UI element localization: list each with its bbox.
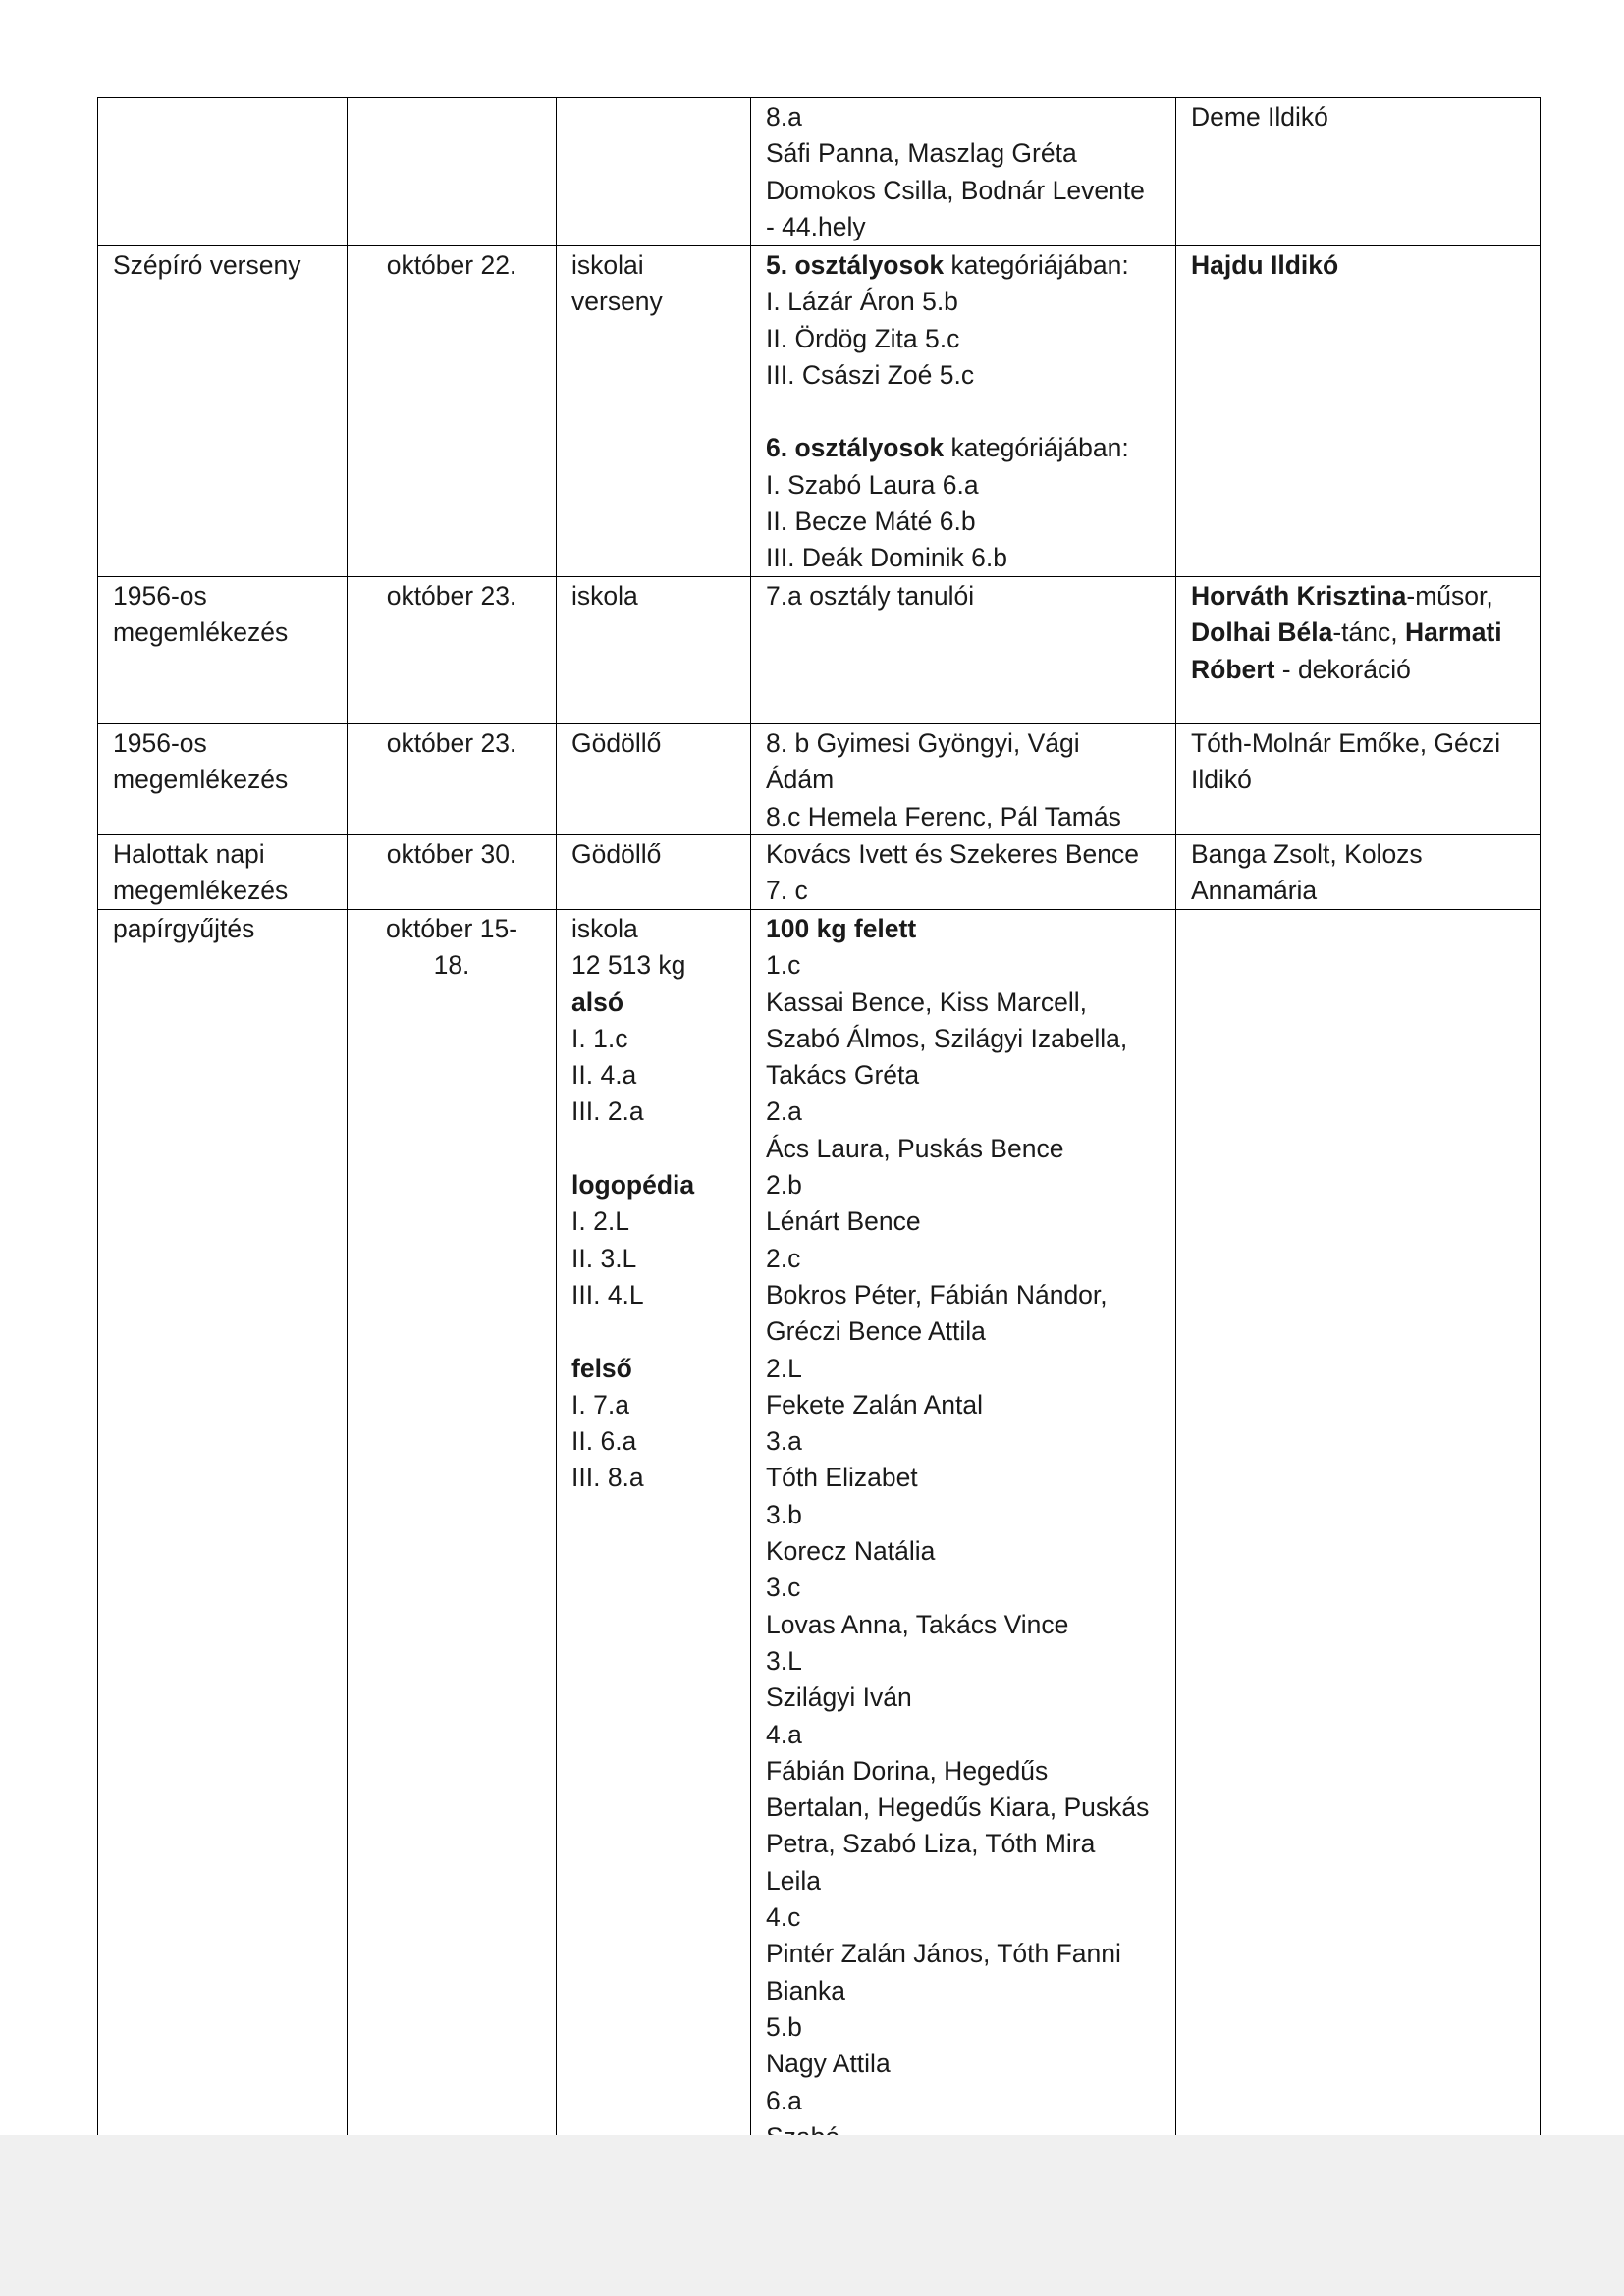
cell-line: iskolai — [571, 250, 644, 280]
venue-cell — [557, 98, 751, 246]
cell-paragraph — [766, 911, 1167, 2156]
organizer-cell — [1176, 835, 1541, 910]
cell-line: 2.L — [766, 1353, 802, 1383]
cell-line: Annamária — [1191, 876, 1318, 906]
results-table — [97, 97, 1541, 2186]
cell-line: - 44.hely — [766, 211, 866, 241]
cell-line: Nagy Attila — [766, 2049, 891, 2079]
participants-cell — [751, 98, 1176, 246]
cell-line: 2.c — [766, 1243, 801, 1273]
cell-line — [1191, 614, 1532, 651]
cell-line — [766, 247, 1167, 284]
cell-line: iskola — [571, 581, 638, 611]
cell-line: II. Ördög Zita 5.c — [766, 323, 960, 353]
cell-line: Bokros Péter, Fábián Nándor, — [766, 1279, 1108, 1309]
venue-cell — [557, 835, 751, 910]
cell-paragraph — [113, 247, 339, 284]
organizer-cell — [1176, 910, 1541, 2186]
cell-line: Halottak napi — [113, 839, 265, 869]
cell-line — [571, 1167, 742, 1203]
cell-line: október 30. — [386, 839, 517, 869]
cell-line — [571, 1351, 742, 1387]
date-cell — [348, 98, 557, 246]
cell-line: verseny — [571, 287, 663, 317]
cell-line — [1191, 247, 1532, 284]
cell-line: Lénárt Bence — [766, 1206, 921, 1237]
cell-line: Bianka — [766, 1975, 846, 2005]
cell-line — [1191, 652, 1532, 688]
cell-line: I. Lázár Áron 5.b — [766, 287, 958, 317]
cell-line: Szépíró verseny — [113, 250, 301, 280]
cell-line: I. 7.a — [571, 1389, 629, 1419]
cell-line: Pintér Zalán János, Tóth Fanni — [766, 1939, 1121, 1969]
bold-text-run: felső — [571, 1353, 632, 1383]
event-cell — [98, 835, 348, 910]
cell-line: 18. — [433, 950, 470, 981]
cell-line: I. 2.L — [571, 1206, 629, 1237]
venue-cell — [557, 246, 751, 577]
cell-line: Tóth Elizabet — [766, 1463, 918, 1493]
cell-line: 4.c — [766, 1902, 801, 1933]
cell-paragraph — [766, 725, 1167, 835]
cell-line: 4.a — [766, 1719, 802, 1749]
date-cell — [348, 835, 557, 910]
cell-paragraph — [1191, 725, 1532, 799]
cell-line: 1.c — [766, 950, 801, 981]
bold-text-run: 100 kg felett — [766, 914, 917, 943]
organizer-cell — [1176, 246, 1541, 577]
bold-text-run: Horváth Krisztina — [1191, 581, 1407, 611]
bold-text-run: 5. osztályosok — [766, 250, 945, 280]
cell-paragraph — [113, 836, 339, 910]
bold-text-run: alsó — [571, 987, 624, 1017]
cell-line: I. Szabó Laura 6.a — [766, 469, 979, 500]
bold-text-run: Dolhai Béla — [1191, 617, 1333, 648]
cell-line — [1191, 578, 1532, 614]
event-cell — [98, 246, 348, 577]
date-cell — [348, 910, 557, 2186]
cell-paragraph — [1191, 578, 1532, 688]
cell-line: Ildikó — [1191, 765, 1252, 795]
organizer-cell — [1176, 577, 1541, 724]
bold-text-run: Róbert — [1191, 654, 1275, 684]
cell-line: Deme Ildikó — [1191, 102, 1328, 132]
cell-line: 3.b — [766, 1499, 802, 1529]
cell-paragraph — [571, 1351, 742, 1497]
text-run: - dekoráció — [1274, 654, 1411, 684]
bold-text-run: 6. osztályosok — [766, 433, 945, 463]
cell-paragraph — [1191, 99, 1532, 135]
cell-paragraph — [571, 725, 742, 762]
cell-line: Banga Zsolt, Kolozs — [1191, 839, 1423, 869]
cell-line: 8. b Gyimesi Gyöngyi, Vági — [766, 728, 1080, 758]
cell-line: III. 2.a — [571, 1096, 644, 1127]
cell-line: Domokos Csilla, Bodnár Levente — [766, 175, 1145, 205]
cell-paragraph — [1191, 836, 1532, 910]
text-run: -tánc, — [1332, 617, 1405, 648]
cell-line: II. 4.a — [571, 1060, 637, 1091]
cell-line: megemlékezés — [113, 617, 289, 648]
cell-line: 2.a — [766, 1096, 802, 1127]
cell-line: 3.c — [766, 1573, 801, 1603]
organizer-cell — [1176, 724, 1541, 835]
cell-line: megemlékezés — [113, 876, 289, 906]
event-cell — [98, 910, 348, 2186]
cell-line: I. 1.c — [571, 1023, 628, 1053]
bold-text-run: logopédia — [571, 1170, 695, 1201]
cell-line: Takács Gréta — [766, 1060, 920, 1091]
venue-cell — [557, 724, 751, 835]
cell-line: 7.a osztály tanulói — [766, 581, 975, 611]
date-cell — [348, 577, 557, 724]
cell-line: Gréczi Bence Attila — [766, 1316, 986, 1347]
cell-line: 8.c Hemela Ferenc, Pál Tamás — [766, 801, 1121, 831]
cell-line — [766, 430, 1167, 466]
text-run: kategóriájában: — [944, 250, 1129, 280]
cell-paragraph — [766, 578, 1167, 614]
cell-line: Leila — [766, 1865, 821, 1896]
date-cell — [348, 246, 557, 577]
cell-line: 5.b — [766, 2011, 802, 2042]
cell-line: Szilágyi Iván — [766, 1682, 912, 1713]
text-run: kategóriájában: — [944, 433, 1129, 463]
cell-line: Sáfi Panna, Maszlag Gréta — [766, 138, 1077, 169]
cell-line: III. 8.a — [571, 1463, 644, 1493]
cell-line: Korecz Natália — [766, 1536, 936, 1567]
cell-paragraph — [355, 725, 548, 762]
event-cell — [98, 724, 348, 835]
cell-line: papírgyűjtés — [113, 914, 255, 943]
cell-line: október 23. — [386, 581, 517, 611]
event-cell — [98, 98, 348, 246]
cell-paragraph — [571, 578, 742, 614]
cell-paragraph — [571, 1167, 742, 1313]
cell-line: Fábián Dorina, Hegedűs — [766, 1755, 1049, 1786]
cell-line: 1956-os — [113, 581, 207, 611]
participants-cell — [751, 835, 1176, 910]
cell-paragraph — [766, 836, 1167, 910]
cell-line: Ádám — [766, 765, 835, 795]
cell-line: II. Becze Máté 6.b — [766, 507, 976, 537]
cell-paragraph — [113, 911, 339, 947]
organizer-cell — [1176, 98, 1541, 246]
participants-cell — [751, 724, 1176, 835]
cell-line: 1956-os — [113, 728, 207, 758]
cell-line: Bertalan, Hegedűs Kiara, Puskás — [766, 1792, 1150, 1823]
cell-line: II. 6.a — [571, 1426, 637, 1457]
cell-paragraph — [571, 836, 742, 873]
cell-line: 3.a — [766, 1426, 802, 1457]
cell-line: Gödöllő — [571, 728, 662, 758]
date-cell — [348, 724, 557, 835]
cell-paragraph — [571, 911, 742, 1131]
cell-line: Tóth-Molnár Emőke, Géczi — [1191, 728, 1501, 758]
cell-line: 6.a — [766, 2085, 802, 2115]
cell-paragraph — [766, 99, 1167, 245]
cell-line — [571, 985, 742, 1021]
cell-line: Kassai Bence, Kiss Marcell, — [766, 987, 1087, 1017]
event-cell — [98, 577, 348, 724]
venue-cell — [557, 577, 751, 724]
text-run: -műsor, — [1406, 581, 1493, 611]
cell-line: Gödöllő — [571, 839, 662, 869]
cell-line: megemlékezés — [113, 765, 289, 795]
cell-line: III. Deák Dominik 6.b — [766, 543, 1007, 573]
bold-text-run: Harmati — [1404, 617, 1502, 648]
cell-paragraph — [766, 247, 1167, 394]
cell-paragraph — [355, 247, 548, 284]
cell-line: 2.b — [766, 1170, 802, 1201]
cell-line: II. 3.L — [571, 1243, 637, 1273]
participants-cell — [751, 246, 1176, 577]
cell-line: III. Császi Zoé 5.c — [766, 359, 975, 390]
cell-line: Ács Laura, Puskás Bence — [766, 1133, 1064, 1163]
cell-line: Fekete Zalán Antal — [766, 1389, 983, 1419]
cell-line: 12 513 kg — [571, 950, 686, 981]
viewer-background — [0, 2135, 1624, 2296]
cell-paragraph — [355, 911, 548, 985]
cell-line: Kovács Ivett és Szekeres Bence — [766, 839, 1140, 869]
cell-line: III. 4.L — [571, 1279, 644, 1309]
cell-paragraph — [113, 725, 339, 799]
cell-line: október 23. — [386, 728, 517, 758]
cell-line: Petra, Szabó Liza, Tóth Mira — [766, 1829, 1096, 1859]
cell-paragraph — [1191, 247, 1532, 284]
cell-line: 3.L — [766, 1645, 802, 1676]
venue-cell — [557, 910, 751, 2186]
bold-text-run: Hajdu Ildikó — [1191, 250, 1339, 280]
cell-line: Szabó Álmos, Szilágyi Izabella, — [766, 1023, 1128, 1053]
cell-paragraph — [766, 430, 1167, 576]
cell-paragraph — [355, 836, 548, 873]
cell-line — [766, 911, 1167, 947]
cell-line: 8.a — [766, 102, 802, 132]
cell-paragraph — [355, 578, 548, 614]
cell-line: október 15- — [385, 914, 518, 943]
cell-paragraph — [571, 247, 742, 321]
participants-cell — [751, 577, 1176, 724]
participants-cell — [751, 910, 1176, 2186]
cell-line: iskola — [571, 914, 638, 943]
cell-line: Lovas Anna, Takács Vince — [766, 1609, 1069, 1639]
cell-line: 7. c — [766, 876, 808, 906]
cell-paragraph — [113, 578, 339, 652]
cell-line: október 22. — [386, 250, 517, 280]
